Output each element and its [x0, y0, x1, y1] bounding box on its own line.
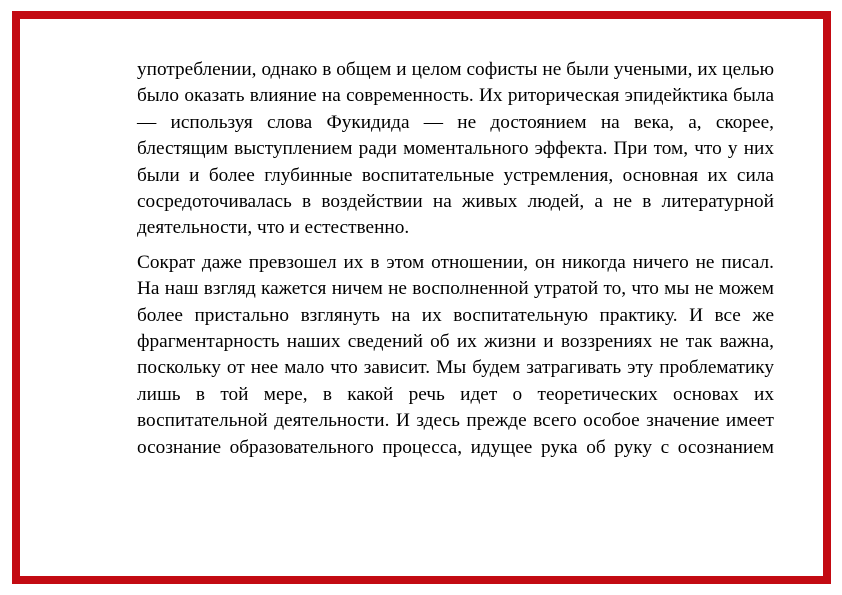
text-block [137, 57, 774, 461]
paragraph-1: употреблении, однако в общем и целом софисты не были учеными, их целью было оказать влияние на современность. Их риторическая эпидейктика была — используя слова Фукидида — не достоянием на века, а, скорее, блестящим выступлением ради моментального эффекта. При том, что у них были и более глубинные воспитательные устремления, основная их сила сосредоточивалась в воздействии на живых людей, а не в литературной деятельности, что и естественно. [137, 59, 774, 239]
paragraph-2: Сократ даже превзошел их в этом отношении, он никогда ничего не писал. На наш взгляд кажется ничем не восполненной утратой то, что мы не можем более пристально взглянуть на их воспитательную практику. И все же фрагментарность наших сведений об их жизни и воззрениях не так важна, поскольку от нее мало что зависит. Мы будем затрагивать эту проблематику лишь в той мере, в какой речь идет о теоретических основах их воспитательной деятельности. И здесь прежде всего особое значение имеет осознание образовательного процесса, идущее рука об руку с осознанием [137, 251, 774, 458]
